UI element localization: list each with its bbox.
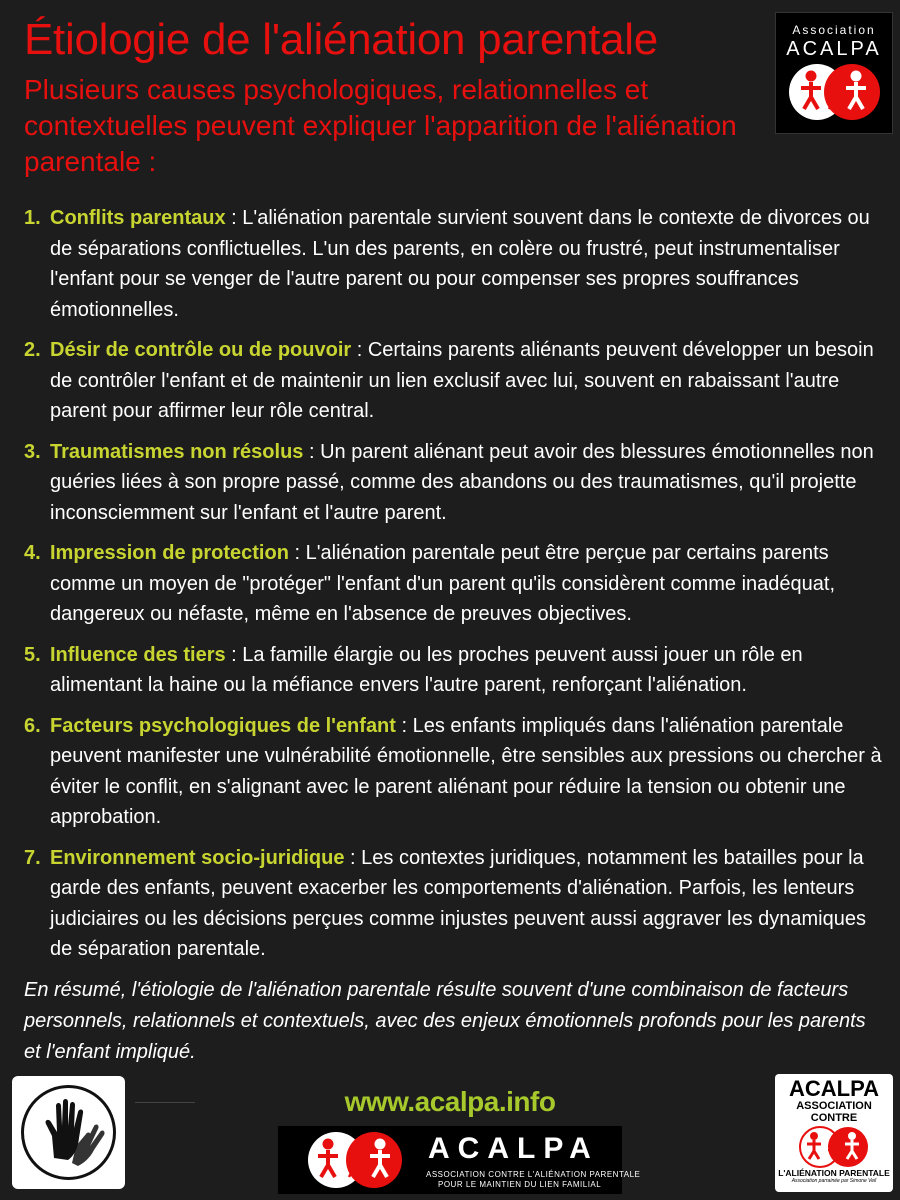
bottom-logo-tagline-2: POUR LE MAINTIEN DU LIEN FAMILIAL	[438, 1180, 602, 1189]
acalpa-figures-icon	[792, 1125, 876, 1169]
right-logo-name: ACALPA	[788, 1076, 880, 1101]
right-logo-association: ASSOCIATION CONTRE	[796, 1100, 872, 1124]
website-link[interactable]: www.acalpa.info	[344, 1086, 556, 1117]
list-item	[24, 538, 886, 630]
acalpa-logo-bottom	[278, 1126, 641, 1194]
cause-number: 4.	[24, 542, 41, 564]
list-item	[24, 711, 886, 833]
right-logo-small-text: Association parrainée par Simone Veil	[791, 1178, 877, 1184]
list-item	[24, 335, 886, 427]
page-title: Étiologie de l'aliénation parentale	[24, 15, 658, 64]
cause-heading: Désir de contrôle ou de pouvoir	[50, 339, 352, 361]
page-subtitle: Plusieurs causes psychologiques, relationnelles et contextuelles peuvent expliquer l'apparition de l'aliénation parentale :	[24, 74, 737, 177]
cause-number: 6.	[24, 714, 41, 737]
cause-heading: Impression de protection	[50, 542, 289, 564]
cause-number: 2.	[24, 339, 41, 361]
acalpa-logo-top	[775, 12, 893, 134]
cause-number: 5.	[24, 643, 41, 666]
logo-association-label: Association	[792, 23, 876, 37]
summary-paragraph: En résumé, l'étiologie de l'aliénation parentale résulte souvent d'une combinaison de facteurs personnels, relationnels et contextuels, avec des enjeux émotionnels profonds pour les parents et l'enfant impliqué.	[24, 979, 866, 1063]
cause-heading: Traumatismes non résolus	[50, 440, 304, 463]
cause-heading: Influence des tiers	[50, 643, 226, 666]
cause-number: 7.	[24, 846, 41, 869]
cause-heading: Facteurs psychologiques de l'enfant	[50, 714, 396, 737]
cause-text: : La famille élargie ou les proches peuvent aussi jouer un rôle en alimentant la haine ou la méfiance envers l'autre parent, renforçant l'aliénation.	[50, 643, 803, 696]
cause-heading: Conflits parentaux	[50, 207, 226, 229]
cause-text: : Certains parents aliénants peuvent développer un besoin de contrôler l'enfant et de maintenir un lien exclusif avec lui, souvent en rabaissant l'autre parent pour affirmer leur rôle central.	[50, 339, 874, 422]
cause-text: : Un parent aliénant peut avoir des blessures émotionnelles non guéries liées à son propre passé, comme des abandons ou des traumatismes, qu'il projette inconsciemment sur l'enfant et l'autre parent.	[50, 440, 874, 524]
acalpa-figures-icon	[784, 63, 884, 121]
cause-text: : L'aliénation parentale peut être perçue par certains parents comme un moyen de "protéger" l'enfant d'un parent qu'ils considèrent comme inadéquat, dangereux ou néfaste, même en l'absence de preuves objectives.	[50, 542, 835, 625]
cause-text: : Les contextes juridiques, notamment les batailles pour la garde des enfants, peuvent exacerber les comportements d'aliénation. Parfois, les lenteurs judiciaires ou les décisions perçues comme injustes peuvent aussi aggraver les dynamiques de séparation parentale.	[50, 846, 866, 960]
cause-number: 1.	[24, 207, 41, 229]
bottom-logo-name: ACALPA	[428, 1132, 599, 1165]
list-item	[24, 640, 886, 701]
cause-number: 3.	[24, 440, 41, 463]
acalpa-figures-icon	[300, 1130, 410, 1190]
right-logo-bottom-label: L'ALIÉNATION PARENTALE	[778, 1168, 890, 1178]
acalpa-logo-right	[775, 1074, 893, 1192]
cause-text: : Les enfants impliqués dans l'aliénation parentale peuvent manifester une vulnérabilité émotionnelle, être sensibles aux pressions ou chercher à éviter le conflit, en s'alignant avec le parent aliénant pour réduire la tension ou obtenir une approbation.	[50, 714, 882, 828]
list-item	[24, 203, 886, 325]
bottom-logo-tagline: ASSOCIATION CONTRE L'ALIÉNATION PARENTALE	[426, 1170, 641, 1179]
cause-heading: Environnement socio-juridique	[50, 846, 345, 869]
logo-name: ACALPA	[786, 38, 882, 60]
list-item	[24, 437, 886, 529]
cause-text: : L'aliénation parentale survient souvent dans le contexte de divorces ou de séparations conflictuelles. L'un des parents, en colère ou frustré, peut instrumentaliser l'enfant pour se venger de l'autre parent ou pour compenser ses propres souffrances émotionnelles.	[50, 207, 870, 321]
list-item	[24, 843, 886, 965]
causes-list	[24, 203, 886, 975]
